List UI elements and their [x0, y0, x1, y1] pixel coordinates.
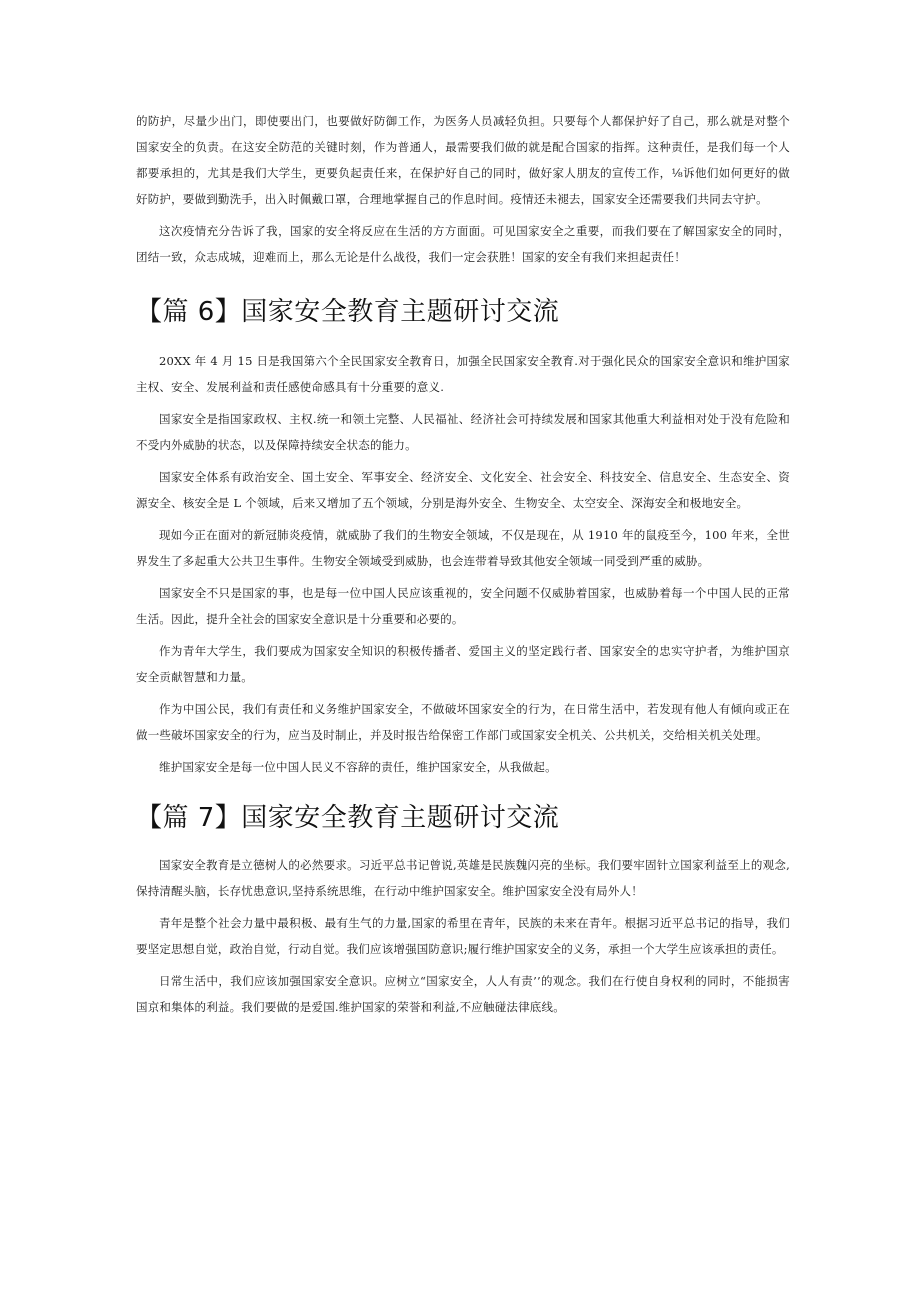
section-7: [136, 798, 790, 1020]
section-6-paragraph-1: 20XX 年 4 月 15 日是我国第六个全民国家安全教育日，加强全民国家安全教育.对于强化民众的国家安全意识和维护国家主权、安全、发展利益和责任感使命感具有十分重要的意义.: [136, 354, 790, 394]
section-7-paragraph-2: 青年是整个社会力量中最积极、最有生气的力量,国家的希里在青年，民族的未来在青年。根据习近平总书记的指导，我们要坚定思想自觉，政治自觉，行动自觉。我们应该增强国防意识;履行维护国家安全的义务，承担一个大学生应该承担的责任。: [136, 916, 790, 956]
intro-section: [136, 108, 790, 270]
intro-paragraph-1: 的防护，尽量少出门，即使要出门，也要做好防御工作，为医务人员减轻负担。只要每个人都保护好了自己，那么就是对整个国家安全的负责。在这安全防范的关键时刻，作为普通人，最需要我们做的就是配合国家的指挥。这种责任，是我们每一个人都要承担的，尤其是我们大学生，更要负起责任来，在保护好自己的同时，做好家人朋友的宣传工作，⅛诉他们如何更好的做好防护，要做到勤洗手，出入时佩戴口罩，合理地掌握自己的作息时间。疫情还未褪去，国家安全还需要我们共同去守护。: [136, 114, 790, 206]
section-6-paragraph-3: 国家安全体系有政治安全、国土安全、军事安全、经济安全、文化安全、社会安全、科技安全、信息安全、生态安全、资源安全、核安全是 L 个领域，后来又增加了五个领域，分别是海外安全、生物安全、太空安全、深海安全和极地安全。: [136, 470, 790, 510]
intro-paragraph-2: 这次疫情充分告诉了我，国家的安全将反应在生活的方方面面。可见国家安全之重要，而我们要在了解国家安全的同时，团结一致，众志成城，迎难而上，那么无论是什么战役，我们一定会获胜！国家的安全有我们来担起责任！: [136, 224, 790, 264]
section-6-paragraph-6: 作为青年大学生，我们要成为国家安全知识的积极传播者、爱国主义的坚定践行者、国家安全的忠实守护者，为维护国京安全贡献智慧和力量。: [136, 644, 790, 684]
section-6: [136, 292, 790, 780]
section-6-title: 【篇 6】国家安全教育主题研讨交流: [136, 297, 560, 327]
document-body: [136, 108, 790, 1026]
section-7-paragraph-3: 日常生活中，我们应该加强国家安全意识。应树立“国家安全，人人有责’’的观念。我们在行使自身权利的同时，不能损害国京和集体的利益。我们要做的是爱国.维护国家的荣誉和利益,不应触碰法律底线。: [136, 974, 790, 1014]
section-7-paragraph-1: 国家安全教育是立德树人的必然要求。习近平总书记曾说,英雄是民族魏闪亮的坐标。我们要牢固针立国家利益至上的观念,保持清醒头脑，长存忧患意识,坚持系统思维，在行动中维护国家安全。维护国家安全没有局外人！: [136, 858, 790, 898]
section-6-paragraph-7: 作为中国公民，我们有责任和义务维护国家安全，不做破坏国家安全的行为，在日常生活中，若发现有他人有倾向或正在做一些破坏国家安全的行为，应当及时制止，并及时报告给保密工作部门或国家安全机关、公共机关，交给相关机关处理。: [136, 702, 790, 742]
section-6-paragraph-8: 维护国家安全是每一位中国人民义不容辞的责任，维护国家安全，从我做起。: [159, 760, 557, 774]
section-6-paragraph-2: 国家安全是指国家政权、主权.统一和领土完整、人民福祉、经济社会可持续发展和国家其他重大利益相对处于没有危险和不受内外威胁的状态，以及保障持续安全状态的能力。: [136, 412, 790, 452]
section-7-title: 【篇 7】国家安全教育主题研讨交流: [136, 803, 560, 833]
section-6-paragraph-5: 国家安全不只是国家的事，也是每一位中国人民应该重视的，安全问题不仅威胁着国家，也威胁着每一个中国人民的正常生活。因此，提升全社会的国家安全意识是十分重要和必要的。: [136, 586, 790, 626]
section-6-paragraph-4: 现如今正在面对的新冠肺炎疫情，就威胁了我们的生物安全领域，不仅是现在，从 1910 年的鼠疫至今，100 年来，全世界发生了多起重大公共卫生事件。生物安全领域受到威胁，也会连带着导致其他安全领域一同受到严重的威胁。: [136, 528, 790, 568]
